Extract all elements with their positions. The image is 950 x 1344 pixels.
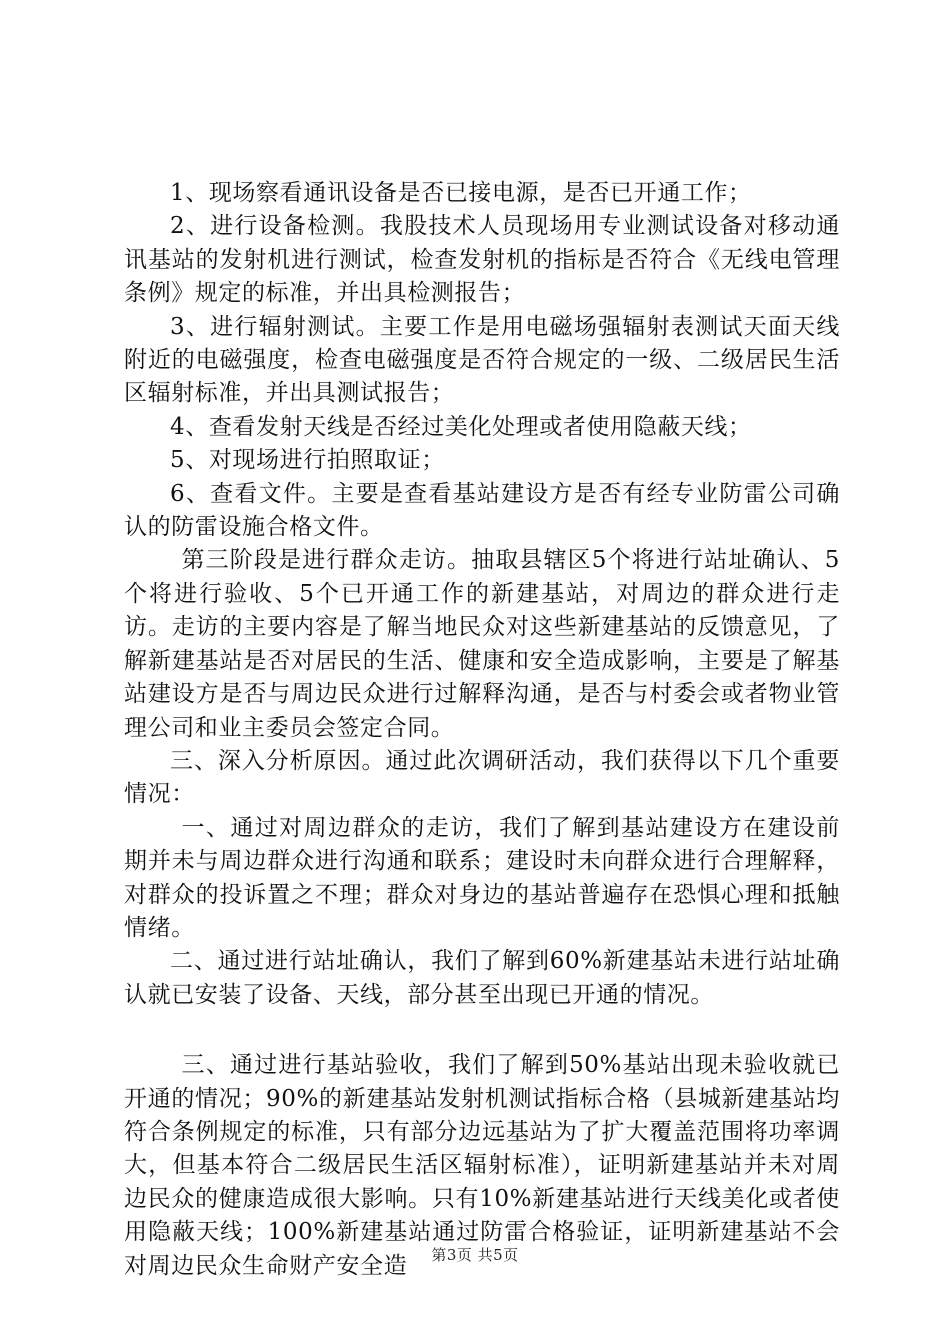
paragraph-item-3: 3、进行辐射测试。主要工作是用电磁场强辐射表测试天面天线附近的电磁强度，检查电磁强度是否符合规定的一级、二级居民生活区辐射标准，并出具测试报告；: [124, 313, 840, 407]
paragraph-stage-three: 第三阶段是进行群众走访。抽取县辖区5个将进行站址确认、5个将进行验收、5个已开通工作的新建基站，对周边的群众进行走访。走访的主要内容是了解当地民众对这些新建基站的反馈意见，了解新建基站是否对居民的生活、健康和安全造成影响，主要是了解基站建设方是否与周边民众进行过解释沟通，是否与村委会或者物业管理公司和业主委员会签定合同。: [124, 547, 840, 741]
paragraph-section-three: 三、深入分析原因。通过此次调研活动，我们获得以下几个重要情况：: [124, 747, 840, 808]
page-number-footer: 第3页 共5页: [431, 1246, 519, 1264]
document-body: [124, 177, 840, 1283]
paragraph-finding-three: 三、通过进行基站验收，我们了解到50%基站出现未验收就已开通的情况；90%的新建基站发射机测试指标合格（县城新建基站均符合条例规定的标准，只有部分边远基站为了扩大覆盖范围将功率调大，但基本符合二级居民生活区辐射标准），证明新建基站并未对周边民众的健康造成很大影响。只有10%新建基站进行天线美化或者使用隐蔽天线；100%新建基站通过防雷合格验证，证明新建基站不会对周边民众生命财产安全造: [124, 1052, 840, 1279]
paragraph-item-2: 2、进行设备检测。我股技术人员现场用专业测试设备对移动通讯基站的发射机进行测试，检查发射机的指标是否符合《无线电管理条例》规定的标准，并出具检测报告；: [124, 213, 840, 307]
paragraph-item-5: 5、对现场进行拍照取证；: [170, 447, 445, 474]
paragraph-item-6: 6、查看文件。主要是查看基站建设方是否有经专业防雷公司确认的防雷设施合格文件。: [124, 480, 840, 541]
paragraph-item-4: 4、查看发射天线是否经过美化处理或者使用隐蔽天线；: [170, 413, 752, 440]
paragraph-finding-two: 二、通过进行站址确认，我们了解到60%新建基站未进行站址确认就已安装了设备、天线，部分甚至出现已开通的情况。: [124, 948, 840, 1008]
paragraph-item-1: 1、现场察看通讯设备是否已接电源，是否已开通工作；: [170, 180, 752, 206]
paragraph-finding-one: 一、通过对周边群众的走访，我们了解到基站建设方在建设前期并未与周边群众进行沟通和联系；建设时未向群众进行合理解释，对群众的投诉置之不理；群众对身边的基站普遍存在恐惧心理和抵触情绪。: [124, 814, 840, 941]
